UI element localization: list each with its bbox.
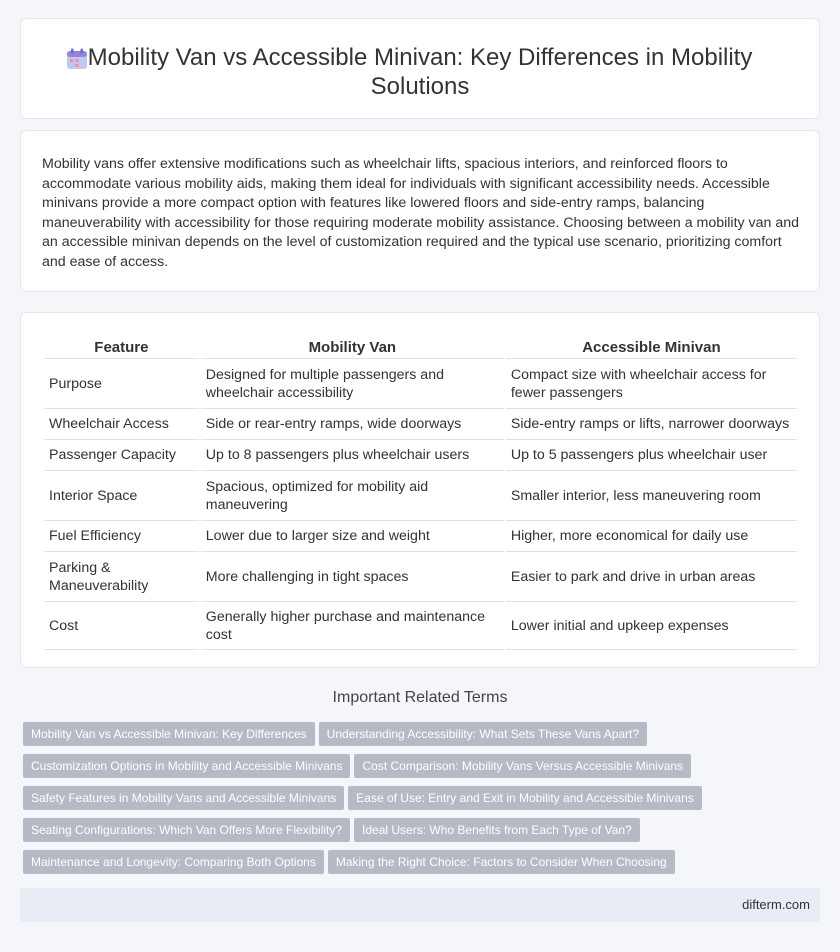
column-header: Mobility Van [201, 336, 504, 359]
related-term-link[interactable]: Customization Options in Mobility and Accessible Minivans [23, 754, 350, 778]
comparison-table-card [20, 312, 820, 668]
table-cell: Spacious, optimized for mobility aid maneuvering [201, 471, 504, 521]
table-row [44, 440, 797, 471]
table-row [44, 471, 797, 521]
intro-paragraph: Mobility vans offer extensive modifications such as wheelchair lifts, spacious interiors, and reinforced floors to accommodate various mobility aids, making them ideal for individuals with significant accessibility needs. Accessible minivans provide a more compact option with features like lowered floors and side-entry ramps, balancing maneuverability with accessibility for those requiring moderate mobility assistance. Choosing between a mobility van and an accessible minivan depends on the level of customization required and the typical use scenario, prioritizing comfort and ease of access. [42, 156, 800, 270]
related-terms-heading: Important Related Terms [332, 689, 508, 706]
table-cell: Designed for multiple passengers and wheelchair accessibility [201, 359, 504, 409]
related-term-link[interactable]: Ease of Use: Entry and Exit in Mobility and Accessible Minivans [348, 786, 702, 810]
table-cell: Lower due to larger size and weight [201, 521, 504, 552]
related-term-link[interactable]: Ideal Users: Who Benefits from Each Type of Van? [354, 818, 640, 842]
table-cell: Generally higher purchase and maintenance cost [201, 602, 504, 650]
table-cell: Fuel Efficiency [44, 521, 199, 552]
table-row [44, 409, 797, 440]
comparison-table [42, 336, 799, 650]
footer-site-link[interactable]: difterm.com [742, 897, 810, 912]
table-cell: Smaller interior, less maneuvering room [506, 471, 797, 521]
table-cell: Interior Space [44, 471, 199, 521]
table-cell: Easier to park and drive in urban areas [506, 552, 797, 602]
table-cell: Parking & Maneuverability [44, 552, 199, 602]
table-cell: Lower initial and upkeep expenses [506, 602, 797, 650]
column-header: Feature [44, 336, 199, 359]
table-cell: Higher, more economical for daily use [506, 521, 797, 552]
table-cell: Purpose [44, 359, 199, 409]
table-cell: Side-entry ramps or lifts, narrower doorways [506, 409, 797, 440]
related-terms-list [23, 722, 813, 882]
table-cell: Up to 8 passengers plus wheelchair users [201, 440, 504, 471]
table-cell: More challenging in tight spaces [201, 552, 504, 602]
table-cell: Up to 5 passengers plus wheelchair user [506, 440, 797, 471]
footer [20, 888, 820, 922]
table-cell: Wheelchair Access [44, 409, 199, 440]
table-row [44, 602, 797, 650]
related-term-link[interactable]: Seating Configurations: Which Van Offers More Flexibility? [23, 818, 350, 842]
table-row [44, 359, 797, 409]
table-row [44, 521, 797, 552]
table-header-row [44, 336, 797, 359]
related-term-link[interactable]: Making the Right Choice: Factors to Consider When Choosing [328, 850, 675, 874]
page-title: Mobility Van vs Accessible Minivan: Key Differences in Mobility Solutions [87, 44, 753, 100]
related-term-link[interactable]: Safety Features in Mobility Vans and Accessible Minivans [23, 786, 344, 810]
intro-card [20, 130, 820, 292]
related-term-link[interactable]: Cost Comparison: Mobility Vans Versus Accessible Minivans [354, 754, 691, 778]
related-term-link[interactable]: Maintenance and Longevity: Comparing Both Options [23, 850, 324, 874]
header-card [20, 18, 820, 119]
table-row [44, 552, 797, 602]
table-cell: Passenger Capacity [44, 440, 199, 471]
related-term-link[interactable]: Understanding Accessibility: What Sets These Vans Apart? [319, 722, 647, 746]
table-cell: Compact size with wheelchair access for fewer passengers [506, 359, 797, 409]
table-cell: Side or rear-entry ramps, wide doorways [201, 409, 504, 440]
table-cell: Cost [44, 602, 199, 650]
related-term-link[interactable]: Mobility Van vs Accessible Minivan: Key Differences [23, 722, 315, 746]
column-header: Accessible Minivan [506, 336, 797, 359]
